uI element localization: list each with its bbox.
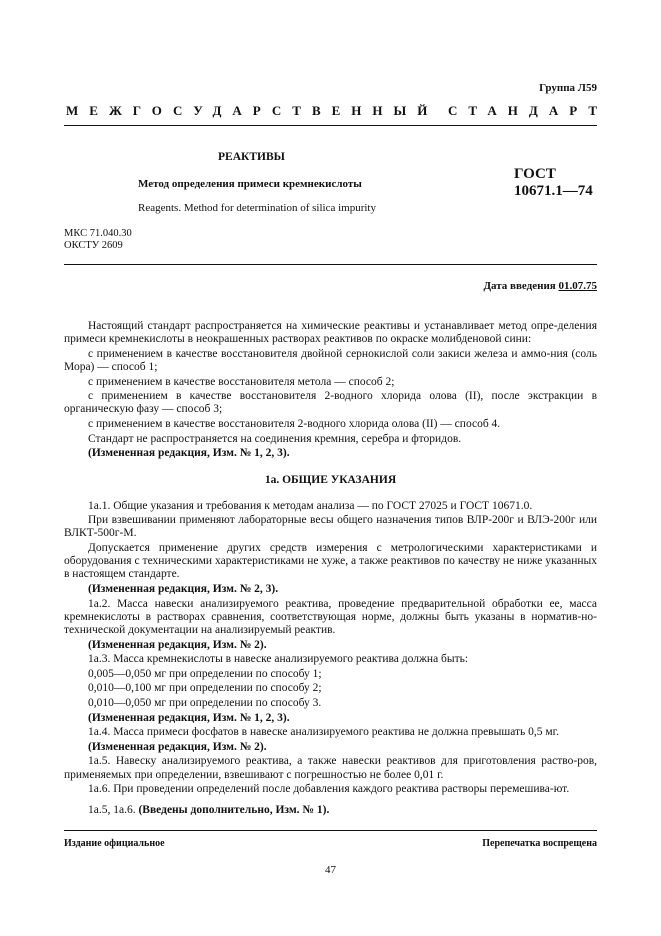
page-number: 47 <box>325 864 336 876</box>
interstate-label: МЕЖГОСУДАРСТВЕННЫЙ <box>66 103 439 118</box>
paragraph: 1а.4. Масса примеси фосфатов в навеске анализируемого реактива не должна превышать 0,5 мг. <box>88 726 559 739</box>
intro-date-label: Дата введения <box>483 280 556 292</box>
section-heading: 1а. ОБЩИЕ УКАЗАНИЯ <box>264 474 397 487</box>
paragraph: Допускается применение других средств измерения с метрологическими характеристиками и оборудования с техническими характеристиками не хуже, а также реактивов по качеству не ниже указанных в настоящем стандарте. <box>64 541 597 581</box>
list-item: 0,010—0,100 мг при определении по способу 2; <box>88 682 322 695</box>
introduction-date <box>483 280 597 292</box>
footer-rule <box>64 830 597 831</box>
paragraph: Настоящий стандарт распространяется на химические реактивы и устанавливает метод опре-деления примеси кремнекислоты в неокрашенных растворах реактивов по окраске молибденовой сини: <box>64 320 597 346</box>
amendment-note: (Измененная редакция, Изм. № 2). <box>88 638 267 651</box>
gost-label: ГОСТ <box>514 166 556 182</box>
amendment-note: (Измененная редакция, Изм. № 1, 2, 3). <box>88 447 290 460</box>
clause-reference: 1а.5, 1а.6. <box>88 804 136 817</box>
intro-date-value: 01.07.75 <box>558 280 597 292</box>
header-rule-bottom <box>64 264 597 265</box>
paragraph: При взвешивании применяют лабораторные весы общего назначения типов ВЛР-200г и ВЛЭ-200г или ВЛКТ-500г-М. <box>64 514 597 540</box>
gost-number <box>514 166 593 200</box>
paragraph: 1а.3. Масса кремнекислоты в навеске анализируемого реактива должна быть: <box>88 653 469 666</box>
paragraph: 1а.1. Общие указания и требования к методам анализа — по ГОСТ 27025 и ГОСТ 10671.0. <box>88 499 533 512</box>
paragraph <box>64 804 597 817</box>
official-edition-label: Издание официальное <box>64 838 165 849</box>
document-body <box>64 320 597 819</box>
reprint-prohibited-label: Перепечатка воспрещена <box>482 838 597 849</box>
gost-code: 10671.1—74 <box>514 183 593 199</box>
document-title: РЕАКТИВЫ <box>218 151 285 163</box>
paragraph: 1а.5. Навеску анализируемого реактива, а также навески реактивов для приготовления раство-ров, применяемых при определении, взвешивают с погрешностью не более 0,01 г. <box>64 755 597 781</box>
paragraph: с применением в качестве восстановителя двойной сернокислой соли закиси железа и аммо-ния (соль Мора) — способ 1; <box>64 347 597 373</box>
interstate-standard-banner <box>66 103 608 119</box>
mks-code: МКС 71.040.30 <box>64 228 132 239</box>
amendment-note: (Измененная редакция, Изм. № 2). <box>88 740 267 753</box>
document-title-english: Reagents. Method for determination of silica impurity <box>138 202 376 214</box>
list-item: 0,005—0,050 мг при определении по способу 1; <box>88 667 322 680</box>
okstu-code: ОКСТУ 2609 <box>64 240 123 251</box>
page-footer <box>64 838 597 849</box>
amendment-note: (Измененная редакция, Изм. № 1, 2, 3). <box>88 711 290 724</box>
amendment-note: (Измененная редакция, Изм. № 2, 3). <box>88 582 279 595</box>
paragraph: с применением в качестве восстановителя 2-водного хлорида олова (II) — способ 4. <box>88 417 501 430</box>
header-rule-top <box>64 125 597 126</box>
document-subtitle: Метод определения примеси кремнекислоты <box>138 178 362 190</box>
classification-codes <box>64 228 132 252</box>
group-code: Группа Л59 <box>539 82 597 94</box>
amendment-note: (Введены дополнительно, Изм. № 1). <box>138 804 330 817</box>
paragraph: с применением в качестве восстановителя метола — способ 2; <box>88 375 395 388</box>
list-item: 0,010—0,050 мг при определении по способу 3. <box>88 696 322 709</box>
paragraph: 1а.2. Масса навески анализируемого реактива, проведение предварительной обработки ее, масса кремнекислоты в растворах сравнения, соответствующая норме, должны быть указаны в норматив-но-технической документации на анализируемый реактив. <box>64 597 597 636</box>
standard-label: СТАНДАРТ <box>447 103 608 118</box>
paragraph: 1а.6. При проведении определений после добавления каждого реактива растворы перемешива-ют. <box>88 783 570 796</box>
paragraph: Стандарт не распространяется на соединения кремния, серебра и фторидов. <box>88 432 462 445</box>
paragraph: с применением в качестве восстановителя 2-водного хлорида олова (II), после экстракции в органическую фазу — способ 3; <box>64 390 597 416</box>
